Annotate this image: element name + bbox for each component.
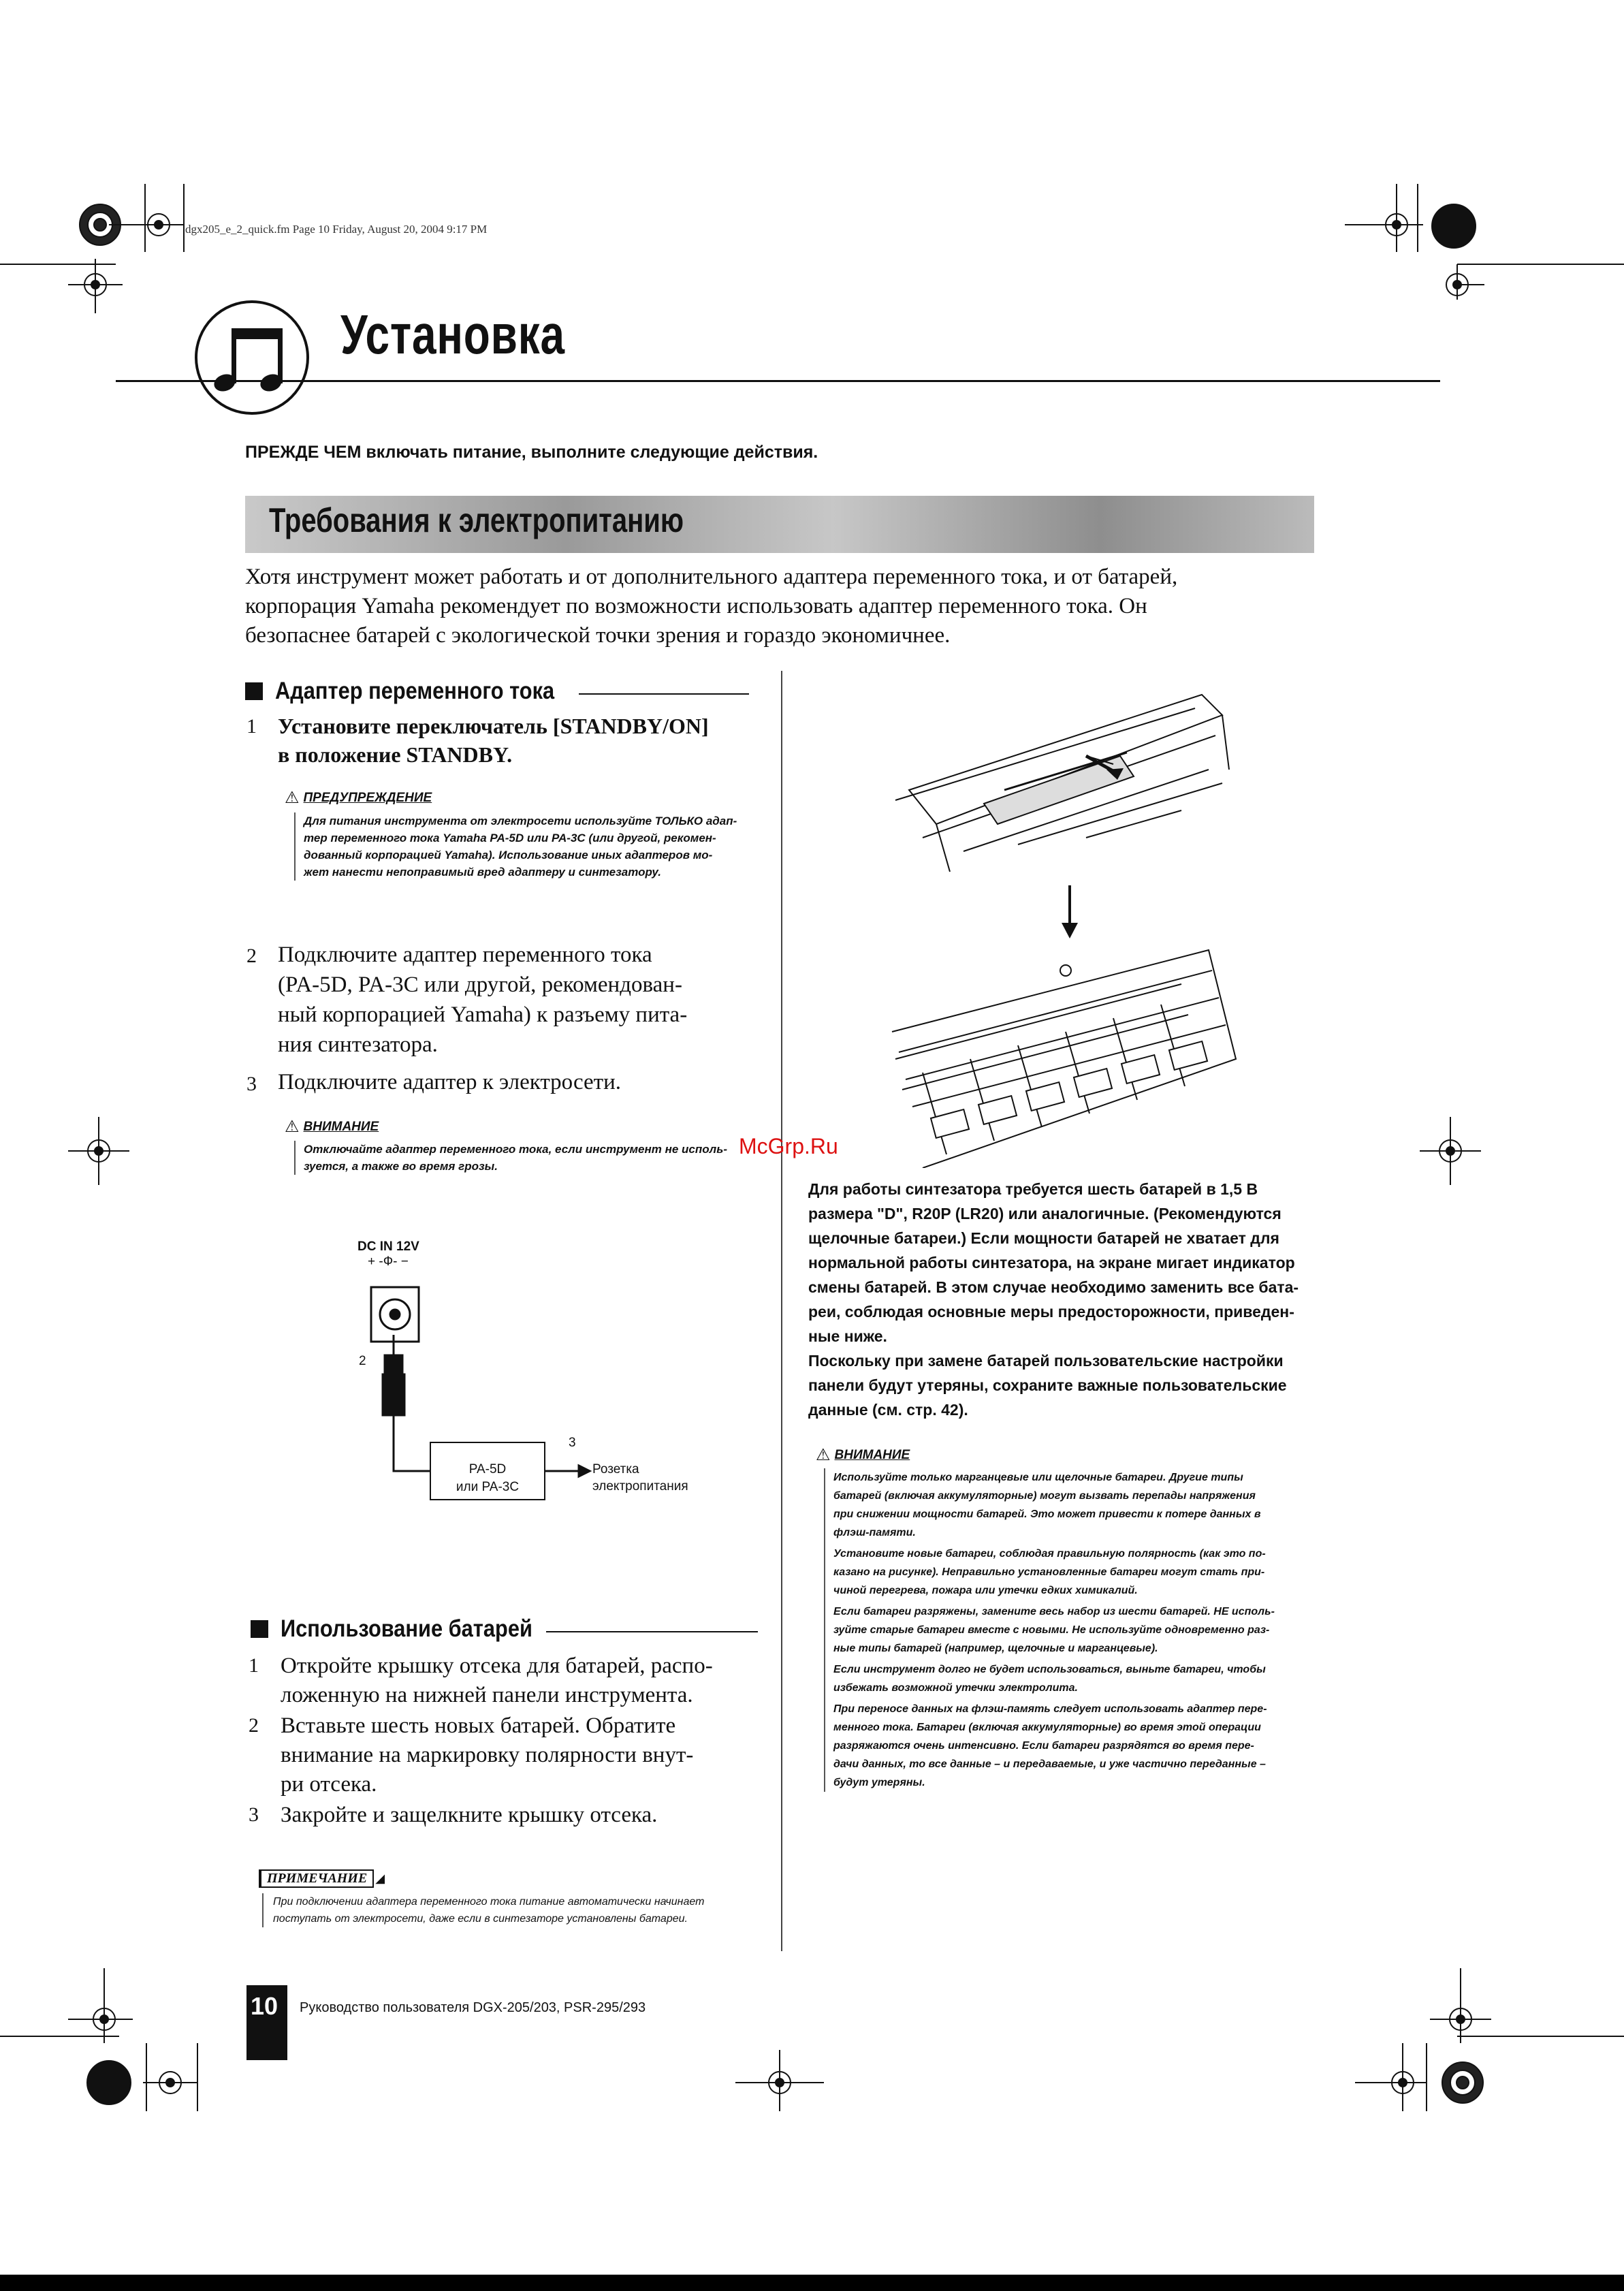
caution-triangle-icon: ⚠ xyxy=(285,1118,300,1136)
para-line: Поскольку при замене батарей пользовательские настройки xyxy=(808,1352,1284,1370)
battery-compartment-illustration xyxy=(882,943,1239,1168)
caution-label-text: ВНИМАНИЕ xyxy=(303,1119,379,1134)
step-text xyxy=(281,1711,693,1799)
step-line: (PA-5D, PA-3C или другой, рекомендован- xyxy=(278,973,682,997)
caution-line: будут утеряны. xyxy=(833,1777,925,1788)
outlet-line: электропитания xyxy=(592,1479,688,1494)
para-line: нормальной работы синтезатора, на экране мигает индикатор xyxy=(808,1254,1295,1271)
heading-rule xyxy=(579,693,749,695)
intro-line: Хотя инструмент может работать и от дополнительного адаптера переменного тока, и от батарей, xyxy=(245,565,1178,589)
caution-line: дачи данных, то все данные – и передаваемые, и уже частично переданные – xyxy=(833,1758,1266,1770)
step-number: 2 xyxy=(249,1714,259,1737)
batteries-steps xyxy=(249,1652,766,1830)
section-heading: Требования к электропитанию xyxy=(269,501,684,539)
caution-item xyxy=(833,1545,1337,1600)
caution-line: батарей (включая аккумуляторные) могут вызвать перепады напряжения xyxy=(833,1490,1256,1502)
para-line: реи, соблюдая основные меры предосторожности, приведен- xyxy=(808,1303,1294,1321)
caution-line: При переносе данных на флэш-память следует использовать адаптер пере- xyxy=(833,1703,1267,1715)
file-info-line: dgx205_e_2_quick.fm Page 10 Friday, August 20, 2004 9:17 PM xyxy=(185,223,488,236)
caution-line: менного тока. Батареи (включая аккумуляторные) во время этой операции xyxy=(833,1722,1261,1733)
intro-bold: ПРЕЖДЕ ЧЕМ включать питание, выполните следующие действия. xyxy=(245,443,818,462)
step-line: внимание на маркировку полярности внут- xyxy=(281,1743,694,1767)
adapter-section xyxy=(245,678,749,705)
dc-in-label: DC IN 12V xyxy=(357,1239,419,1254)
caution-line: при снижении мощности батарей. Это может привести к потере данных в xyxy=(833,1508,1261,1520)
step-number: 1 xyxy=(246,715,257,738)
step-number: 1 xyxy=(249,1654,259,1677)
step-line: в положение STANDBY. xyxy=(278,742,513,767)
caution-line: зуйте старые батареи вместе с новыми. Не используйте одновременно раз- xyxy=(833,1624,1270,1636)
intro-line: корпорация Yamaha рекомендует по возможности использовать адаптер переменного тока. Он xyxy=(245,594,1147,618)
caution-item xyxy=(833,1700,1337,1792)
caution-line: зуется, а также во время грозы. xyxy=(304,1160,498,1173)
batteries-heading: Использование батарей xyxy=(281,1615,532,1642)
adapter-step2 xyxy=(278,940,687,1060)
para-line: данные (см. стр. 42). xyxy=(808,1401,968,1419)
step-line: ри отсека. xyxy=(281,1772,377,1797)
para-line: Для работы синтезатора требуется шесть батарей в 1,5 В xyxy=(808,1180,1258,1198)
caution-text xyxy=(294,1141,780,1175)
caution-list xyxy=(824,1468,1337,1792)
step-number: 3 xyxy=(249,1803,259,1826)
adapter-step3: Подключите адаптер к электросети. xyxy=(278,1070,622,1094)
step-text xyxy=(281,1801,657,1830)
caution-line: чиной перегрева, пожара или утечки едких химикалий. xyxy=(833,1585,1138,1596)
page-number: 10 xyxy=(251,1992,278,2020)
music-note-icon xyxy=(191,300,313,415)
adapter-step1 xyxy=(278,712,709,769)
caution-line: казано на рисунке). Неправильно установленные батареи могут стать при- xyxy=(833,1566,1265,1578)
adapter-box-label xyxy=(430,1461,545,1496)
step-line: ния синтезатора. xyxy=(278,1032,438,1057)
warning-triangle-icon: ⚠ xyxy=(285,789,300,807)
warning-line: Для питания инструмента от электросети используйте ТОЛЬКО адап- xyxy=(304,815,737,827)
caution-line: ные типы батарей (например, щелочные и марганцевые). xyxy=(833,1643,1158,1654)
caution-label-text: ВНИМАНИЕ xyxy=(834,1447,910,1462)
caution-line: Используйте только марганцевые или щелочные батареи. Другие типы xyxy=(833,1472,1243,1483)
step-line: Установите переключатель [STANDBY/ON] xyxy=(278,714,709,738)
para-line: ные ниже. xyxy=(808,1327,887,1345)
battery-cover-illustration xyxy=(882,688,1236,885)
adapter-heading: Адаптер переменного тока xyxy=(275,678,555,704)
caution-item xyxy=(833,1468,1337,1542)
caution-line: Если батареи разряжены, замените весь набор из шести батарей. НЕ исполь- xyxy=(833,1606,1275,1617)
square-bullet-icon xyxy=(245,682,263,700)
intro-line: безопаснее батарей с экологической точки зрения и гораздо экономичнее. xyxy=(245,623,951,648)
caution-line: Если инструмент долго не будет использоваться, выньте батареи, чтобы xyxy=(833,1664,1266,1675)
battery-info-paragraph xyxy=(808,1177,1326,1422)
caution-line: разряжаются очень интенсивно. Если батареи разрядятся во время пере- xyxy=(833,1740,1254,1752)
caution-label-right xyxy=(816,1445,910,1465)
warning-label-text: ПРЕДУПРЕЖДЕНИЕ xyxy=(303,790,432,805)
outlet-label xyxy=(592,1461,688,1495)
caution-triangle-icon: ⚠ xyxy=(816,1446,831,1464)
callout-3: 3 xyxy=(569,1436,576,1450)
adapter-box-line: или PA-3C xyxy=(456,1480,520,1494)
warning-line: тер переменного тока Yamaha PA-5D или PA-3C (или другой, рекомен- xyxy=(304,832,716,844)
caution-label xyxy=(285,1117,379,1137)
para-line: панели будут утеряны, сохраните важные пользовательские xyxy=(808,1376,1287,1394)
caution-line: Установите новые батареи, соблюдая правильную полярность (как это по- xyxy=(833,1548,1266,1560)
title-rule xyxy=(116,380,1440,382)
step-line: Откройте крышку отсека для батарей, распо- xyxy=(281,1654,713,1678)
page-title: Установка xyxy=(340,304,565,366)
warning-line: дованный корпорацией Yamaha). Использование иных адаптеров мо- xyxy=(304,849,713,862)
warning-label xyxy=(285,788,432,808)
step-line: Вставьте шесть новых батарей. Обратите xyxy=(281,1713,676,1738)
down-arrow-icon xyxy=(1060,885,1080,940)
step-number: 2 xyxy=(246,945,257,967)
step-text xyxy=(281,1652,713,1710)
step-line: Закройте и защелкните крышку отсека. xyxy=(281,1803,658,1827)
step-line: ный корпорацией Yamaha) к разъему пита- xyxy=(278,1002,688,1027)
polarity-label: + -Ф- − xyxy=(368,1254,409,1269)
manual-title: Руководство пользователя DGX-205/203, PSR-295/293 xyxy=(300,2000,646,2015)
outlet-line: Розетка xyxy=(592,1462,639,1476)
note-label xyxy=(259,1869,385,1888)
step-number: 3 xyxy=(246,1073,257,1095)
note-line: При подключении адаптера переменного тока питание автоматически начинает xyxy=(273,1896,705,1908)
battery-step xyxy=(249,1652,766,1710)
callout-2: 2 xyxy=(359,1354,366,1368)
batteries-heading-row xyxy=(251,1615,758,1643)
caution-item xyxy=(833,1602,1337,1658)
note-label-text: ПРИМЕЧАНИЕ xyxy=(259,1869,374,1888)
watermark: McGrp.Ru xyxy=(739,1134,838,1158)
note-corner-icon: ◢ xyxy=(375,1871,385,1885)
note-line: поступать от электросети, даже если в синтезаторе установлены батареи. xyxy=(273,1913,688,1925)
note-text xyxy=(262,1893,777,1927)
caution-item xyxy=(833,1660,1337,1697)
step-line: Подключите адаптер переменного тока xyxy=(278,943,652,967)
intro-paragraph xyxy=(245,563,1335,650)
caution-line: избежать возможной утечки электролита. xyxy=(833,1682,1078,1694)
para-line: размера "D", R20P (LR20) или аналогичные. (Рекомендуются xyxy=(808,1205,1281,1222)
warning-line: жет нанести непоправимый вред адаптеру и синтезатору. xyxy=(304,866,661,879)
heading-rule xyxy=(546,1631,758,1632)
battery-step xyxy=(249,1801,766,1830)
adapter-box-line: PA-5D xyxy=(468,1462,507,1476)
caution-line: Отключайте адаптер переменного тока, если инструмент не исполь- xyxy=(304,1143,727,1156)
warning-text xyxy=(294,812,767,881)
step-line: ложенную на нижней панели инструмента. xyxy=(281,1683,693,1707)
caution-line: флэш-памяти. xyxy=(833,1527,916,1538)
para-line: щелочные батареи.) Если мощности батарей не хватает для xyxy=(808,1229,1279,1247)
square-bullet-icon xyxy=(251,1620,268,1638)
battery-step xyxy=(249,1711,766,1799)
para-line: смены батарей. В этом случае необходимо заменить все бата- xyxy=(808,1278,1299,1296)
column-divider xyxy=(781,671,782,1951)
